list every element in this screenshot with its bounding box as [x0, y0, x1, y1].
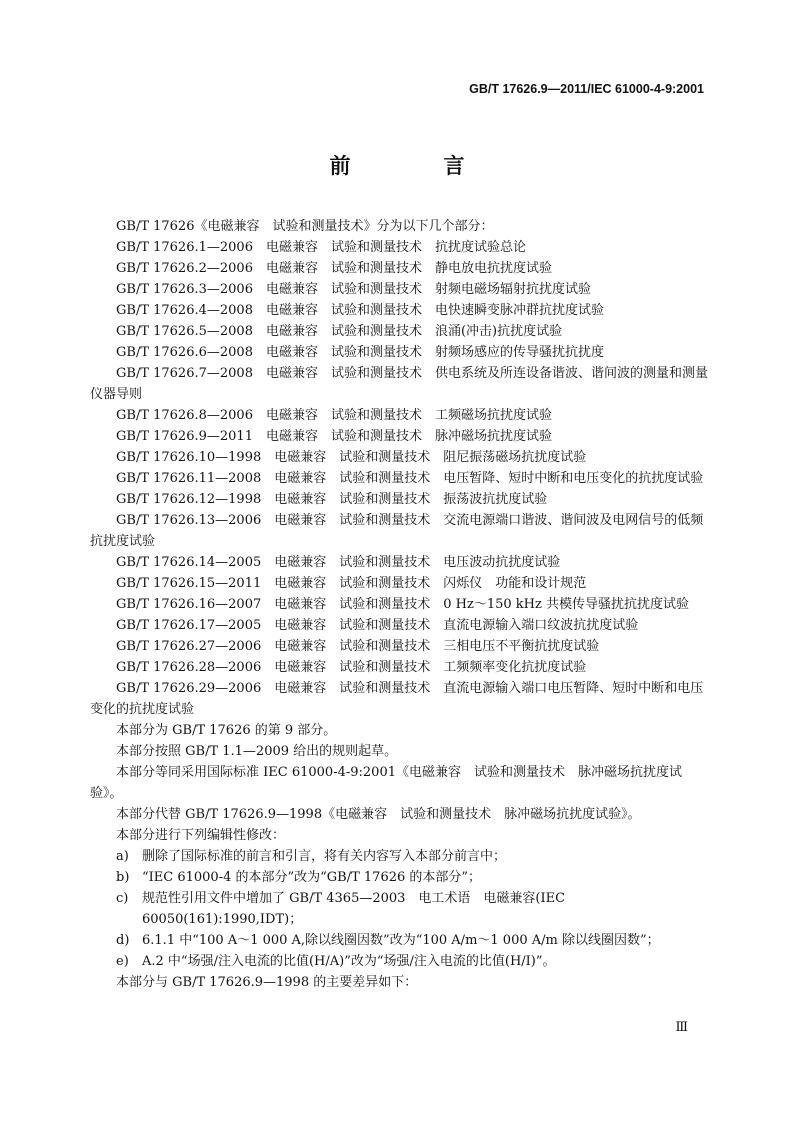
- part-of-paragraph: 本部分为 GB/T 17626 的第 9 部分。: [116, 723, 337, 738]
- edit-text: 规范性引用文件中增加了 GB/T 4365—2003 电工术语 电磁兼容(IEC 60050(161):1990,IDT)；: [142, 891, 566, 927]
- part-list-item: GB/T 17626.29—2006 电磁兼容 试验和测量技术 直流电源输入端口电压暂降、短时中断和电压变化的抗扰度试验: [90, 681, 704, 717]
- part-list-item: GB/T 17626.3—2006 电磁兼容 试验和测量技术 射频电磁场辐射抗扰度试验: [116, 282, 591, 297]
- part-list-item: GB/T 17626.7—2008 电磁兼容 试验和测量技术 供电系统及所连设备谐波、谐间波的测量和测量仪器导则: [90, 366, 708, 402]
- part-list-item: GB/T 17626.4—2008 电磁兼容 试验和测量技术 电快速瞬变脉冲群抗扰度试验: [116, 303, 604, 318]
- part-list-item: GB/T 17626.10—1998 电磁兼容 试验和测量技术 阻尼振荡磁场抗扰度试验: [116, 450, 587, 465]
- part-list-item: GB/T 17626.6—2008 电磁兼容 试验和测量技术 射频场感应的传导骚扰抗扰度: [116, 345, 604, 360]
- part-list-item: GB/T 17626.27—2006 电磁兼容 试验和测量技术 三相电压不平衡抗扰度试验: [116, 639, 600, 654]
- part-list-item: GB/T 17626.15—2011 电磁兼容 试验和测量技术 闪烁仪 功能和设计规范: [116, 576, 587, 591]
- edit-marker: e): [116, 954, 129, 969]
- edit-item: [90, 867, 708, 888]
- edit-item: [90, 951, 708, 972]
- part-list-item: GB/T 17626.16—2007 电磁兼容 试验和测量技术 0 Hz～150 kHz 共模传导骚扰抗扰度试验: [116, 597, 689, 612]
- edits-list: [90, 846, 708, 972]
- part-list-item: GB/T 17626.13—2006 电磁兼容 试验和测量技术 交流电源端口谐波、谐间波及电网信号的低频抗扰度试验: [90, 513, 704, 549]
- part-list-item: GB/T 17626.28—2006 电磁兼容 试验和测量技术 工频频率变化抗扰度试验: [116, 660, 587, 675]
- edit-marker: c): [116, 891, 129, 906]
- part-list-item: GB/T 17626.5—2008 电磁兼容 试验和测量技术 浪涌(冲击)抗扰度试验: [116, 324, 563, 339]
- edit-marker: b): [116, 870, 130, 885]
- edit-text: 删除了国际标准的前言和引言，将有关内容写入本部分前言中；: [142, 849, 507, 864]
- edit-marker: a): [116, 849, 129, 864]
- part-list-item: GB/T 17626.8—2006 电磁兼容 试验和测量技术 工频磁场抗扰度试验: [116, 408, 552, 423]
- part-list-item: GB/T 17626.14—2005 电磁兼容 试验和测量技术 电压波动抗扰度试验: [116, 555, 561, 570]
- edit-marker: d): [116, 933, 130, 948]
- edit-item: [90, 930, 708, 951]
- part-list-item: GB/T 17626.12—1998 电磁兼容 试验和测量技术 振荡波抗扰度试验: [116, 492, 548, 507]
- intro-paragraph: GB/T 17626《电磁兼容 试验和测量技术》分为以下几个部分：: [116, 219, 494, 234]
- parts-list: [90, 237, 708, 720]
- page-title: 前 言: [329, 154, 501, 178]
- edit-item: [90, 846, 708, 867]
- edit-text: A.2 中“场强/注入电流的比值(H/A)”改为“场强/注入电流的比值(H/I)”。: [142, 954, 556, 969]
- drafting-paragraph: 本部分按照 GB/T 1.1—2009 给出的规则起草。: [116, 744, 398, 759]
- differences-intro-paragraph: 本部分与 GB/T 17626.9—1998 的主要差异如下：: [116, 975, 418, 990]
- edit-item: [90, 888, 708, 930]
- part-list-item: GB/T 17626.2—2006 电磁兼容 试验和测量技术 静电放电抗扰度试验: [116, 261, 552, 276]
- standard-code-header: GB/T 17626.9—2011/IEC 61000-4-9:2001: [469, 82, 704, 96]
- edit-text: “IEC 61000-4 的本部分”改为“GB/T 17626 的本部分”；: [142, 870, 482, 885]
- edit-text: 6.1.1 中“100 A～1 000 A,除以线圈因数”改为“100 A/m～1 000 A/m 除以线圈因数”；: [142, 933, 660, 948]
- replaces-paragraph: 本部分代替 GB/T 17626.9—1998《电磁兼容 试验和测量技术 脉冲磁场抗扰度试验》。: [116, 807, 641, 822]
- part-list-item: GB/T 17626.1—2006 电磁兼容 试验和测量技术 抗扰度试验总论: [116, 240, 526, 255]
- page-number: Ⅲ: [675, 1020, 688, 1035]
- part-list-item: GB/T 17626.17—2005 电磁兼容 试验和测量技术 直流电源输入端口纹波抗扰度试验: [116, 618, 639, 633]
- part-list-item: GB/T 17626.9—2011 电磁兼容 试验和测量技术 脉冲磁场抗扰度试验: [116, 429, 552, 444]
- edits-intro-paragraph: 本部分进行下列编辑性修改：: [116, 828, 286, 843]
- equivalent-paragraph: 本部分等同采用国际标准 IEC 61000-4-9:2001《电磁兼容 试验和测量技术 脉冲磁场抗扰度试验》。: [90, 765, 682, 801]
- document-body: [90, 216, 708, 993]
- part-list-item: GB/T 17626.11—2008 电磁兼容 试验和测量技术 电压暂降、短时中断和电压变化的抗扰度试验: [116, 471, 704, 486]
